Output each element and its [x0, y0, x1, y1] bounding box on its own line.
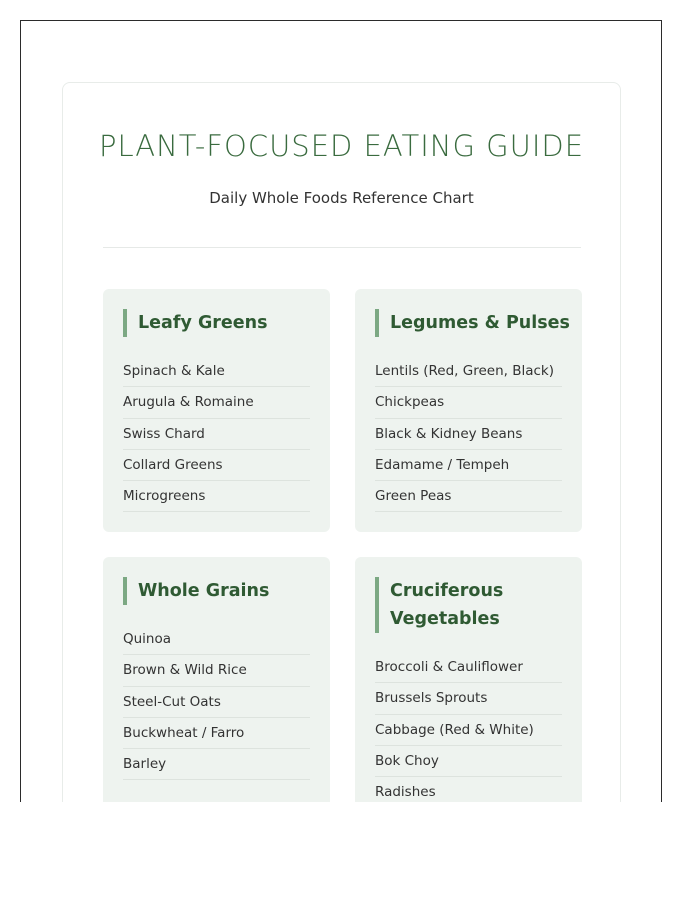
list-item: Lentils (Red, Green, Black) — [375, 356, 562, 387]
food-list — [123, 356, 310, 512]
list-item: Buckwheat / Farro — [123, 718, 310, 749]
list-item: Microgreens — [123, 481, 310, 512]
list-item: Radishes — [375, 777, 562, 802]
list-item: Broccoli & Cauliflower — [375, 652, 562, 683]
list-item: Green Peas — [375, 481, 562, 512]
list-item: Quinoa — [123, 624, 310, 655]
section-cruciferous-vegetables — [355, 557, 582, 802]
food-list — [123, 624, 310, 780]
food-list — [375, 356, 562, 512]
list-item: Black & Kidney Beans — [375, 419, 562, 450]
list-item: Edamame / Tempeh — [375, 450, 562, 481]
section-heading: Legumes & Pulses — [375, 309, 570, 337]
list-item: Spinach & Kale — [123, 356, 310, 387]
list-item: Collard Greens — [123, 450, 310, 481]
list-item: Swiss Chard — [123, 419, 310, 450]
section-heading: Leafy Greens — [123, 309, 318, 337]
section-legumes-pulses — [355, 289, 582, 532]
section-whole-grains — [103, 557, 330, 802]
list-item: Arugula & Romaine — [123, 387, 310, 418]
list-item: Bok Choy — [375, 746, 562, 777]
page-title: PLANT-FOCUSED EATING GUIDE — [98, 129, 585, 163]
section-heading: Cruciferous Vegetables — [375, 577, 570, 633]
list-item: Brown & Wild Rice — [123, 655, 310, 686]
list-item: Brussels Sprouts — [375, 683, 562, 714]
list-item: Cabbage (Red & White) — [375, 715, 562, 746]
list-item: Steel-Cut Oats — [123, 687, 310, 718]
food-list — [375, 652, 562, 802]
section-heading: Whole Grains — [123, 577, 318, 605]
section-leafy-greens — [103, 289, 330, 532]
list-item: Barley — [123, 749, 310, 780]
guide-card — [62, 82, 621, 802]
list-item: Chickpeas — [375, 387, 562, 418]
header-divider — [103, 247, 581, 248]
page-frame — [20, 20, 662, 802]
page-subtitle: Daily Whole Foods Reference Chart — [209, 189, 474, 207]
